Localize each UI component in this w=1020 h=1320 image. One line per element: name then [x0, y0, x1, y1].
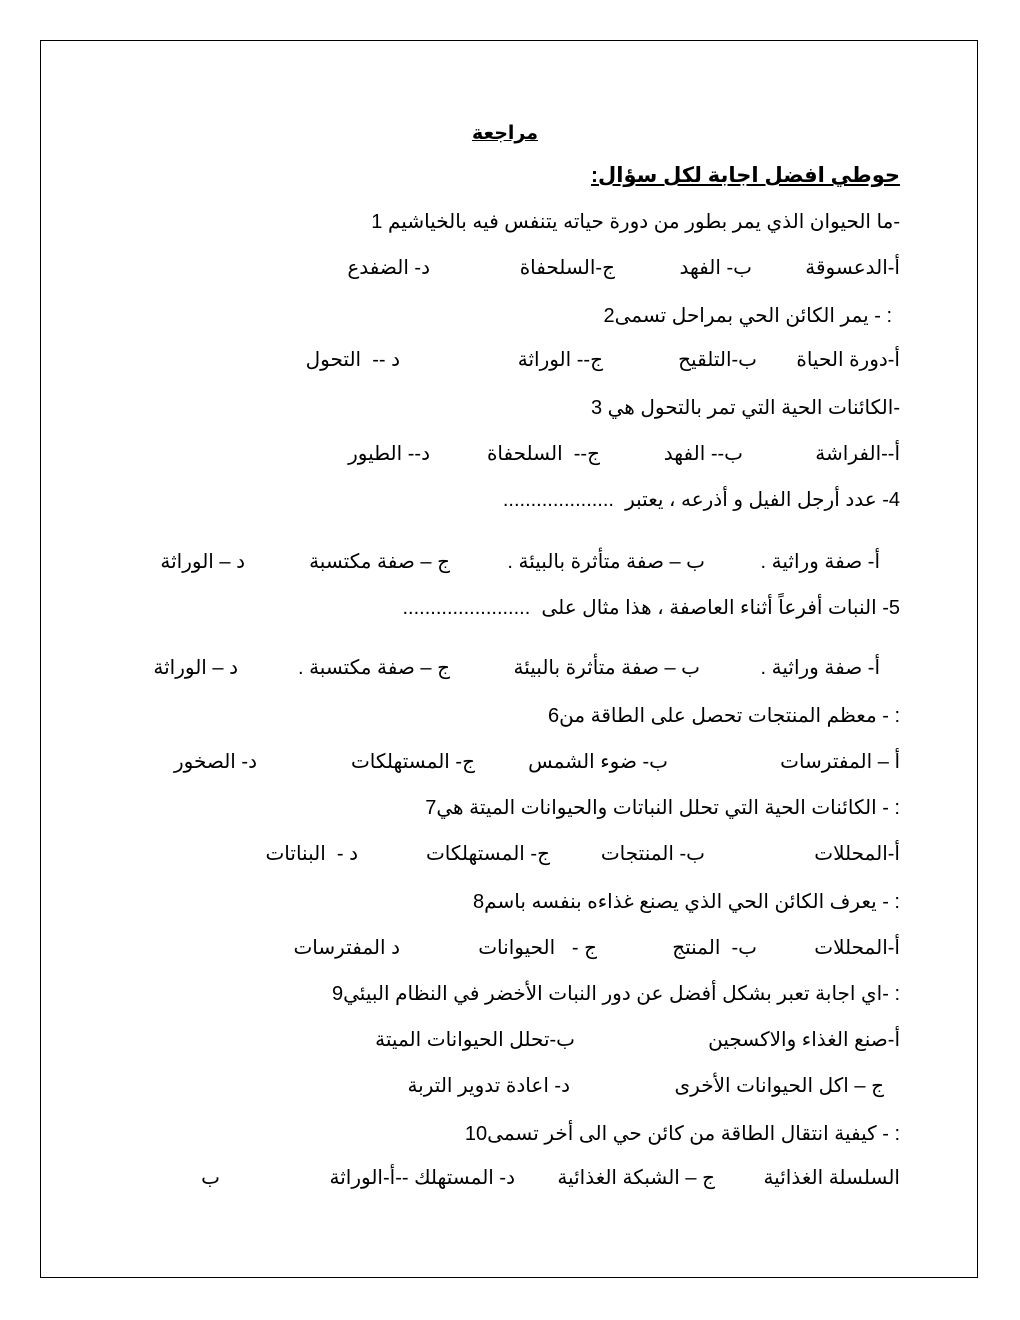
question-2: : - يمر الكائن الحي بمراحل تسمى2 — [603, 305, 892, 327]
question-9: : -اي اجابة تعبر بشكل أفضل عن دور النبات الأخضر في النظام البيئي9 — [332, 983, 900, 1005]
q10-option-2[interactable]: ج – الشبكة الغذائية — [557, 1167, 715, 1189]
q4-option-d[interactable]: د – الوراثة — [160, 551, 245, 573]
q8-option-a[interactable]: أ-المحللات — [814, 937, 900, 959]
q1-option-c[interactable]: ج-السلحفاة — [519, 257, 615, 279]
question-10: : - كيفية انتقال الطاقة من كائن حي الى أخر تسمى10 — [464, 1123, 900, 1145]
q2-option-b[interactable]: ب-التلقيح — [678, 349, 757, 371]
q7-option-a[interactable]: أ-المحللات — [814, 843, 900, 865]
question-1: -ما الحيوان الذي يمر بطور من دورة حياته يتنفس فيه بالخياشيم 1 — [371, 211, 900, 233]
q1-option-d[interactable]: د- الضفدع — [347, 257, 430, 279]
q10-option-4[interactable]: ب — [201, 1167, 220, 1189]
page-title: مراجعة — [471, 123, 538, 144]
question-5: 5- النبات أفرعاً أثناء العاصفة ، هذا مثال على ....................... — [402, 597, 900, 619]
q6-option-d[interactable]: د- الصخور — [173, 751, 257, 773]
q10-option-3[interactable]: د- المستهلك --أ-الوراثة — [329, 1167, 515, 1189]
question-7: : - الكائنات الحية التي تحلل النباتات والحيوانات الميتة هي7 — [425, 797, 900, 819]
q5-option-b[interactable]: ب – صفة متأثرة بالبيئة — [513, 657, 700, 679]
q7-option-c[interactable]: ج- المستهلكات — [425, 843, 550, 865]
q1-option-b[interactable]: ب- الفهد — [679, 257, 752, 279]
q3-option-d[interactable]: د-- الطيور — [348, 443, 430, 465]
q6-option-b[interactable]: ب- ضوء الشمس — [528, 751, 668, 773]
q2-option-c[interactable]: ج-- الوراثة — [517, 349, 603, 371]
q9-option-c[interactable]: ج – اكل الحيوانات الأخرى — [674, 1075, 884, 1097]
q8-option-c[interactable]: ج - الحيوانات — [478, 937, 597, 959]
q2-option-a[interactable]: أ-دورة الحياة — [796, 349, 900, 371]
question-6: : - معظم المنتجات تحصل على الطاقة من6 — [548, 705, 900, 727]
q1-option-a[interactable]: أ-الدعسوقة — [805, 257, 900, 279]
q2-option-d[interactable]: د -- التحول — [305, 349, 400, 371]
instruction: حوطي افضل اجابة لكل سؤال: — [591, 164, 900, 187]
q3-option-c[interactable]: ج-- السلحفاة — [486, 443, 600, 465]
q5-option-c[interactable]: ج – صفة مكتسبة . — [297, 657, 450, 679]
q4-option-a[interactable]: أ- صفة وراثية . — [760, 551, 880, 573]
q3-option-a[interactable]: أ--الفراشة — [815, 443, 900, 465]
question-3: -الكائنات الحية التي تمر بالتحول هي 3 — [590, 397, 900, 419]
q9-option-d[interactable]: د- اعادة تدوير التربة — [407, 1075, 570, 1097]
q7-option-b[interactable]: ب- المنتجات — [600, 843, 705, 865]
q5-option-d[interactable]: د – الوراثة — [153, 657, 238, 679]
q8-option-b[interactable]: ب- المنتج — [672, 937, 757, 959]
question-8: : - يعرف الكائن الحي الذي يصنع غذاءه بنفسه باسم8 — [473, 891, 900, 913]
q9-option-a[interactable]: أ-صنع الغذاء والاكسجين — [708, 1029, 900, 1051]
q10-option-1[interactable]: السلسلة الغذائية — [763, 1167, 900, 1189]
q7-option-d[interactable]: د - البناتات — [265, 843, 358, 865]
q4-option-c[interactable]: ج – صفة مكتسبة — [309, 551, 450, 573]
q6-option-a[interactable]: أ – المفترسات — [780, 751, 900, 773]
q5-option-a[interactable]: أ- صفة وراثية . — [760, 657, 880, 679]
q4-option-b[interactable]: ب – صفة متأثرة بالبيئة . — [507, 551, 705, 573]
question-4: 4- عدد أرجل الفيل و أذرعه ، يعتبر .................... — [502, 489, 900, 511]
q3-option-b[interactable]: ب-- الفهد — [663, 443, 743, 465]
q9-option-b[interactable]: ب-تحلل الحيوانات الميتة — [375, 1029, 575, 1051]
q6-option-c[interactable]: ج- المستهلكات — [350, 751, 475, 773]
q8-option-d[interactable]: د المفترسات — [293, 937, 400, 959]
